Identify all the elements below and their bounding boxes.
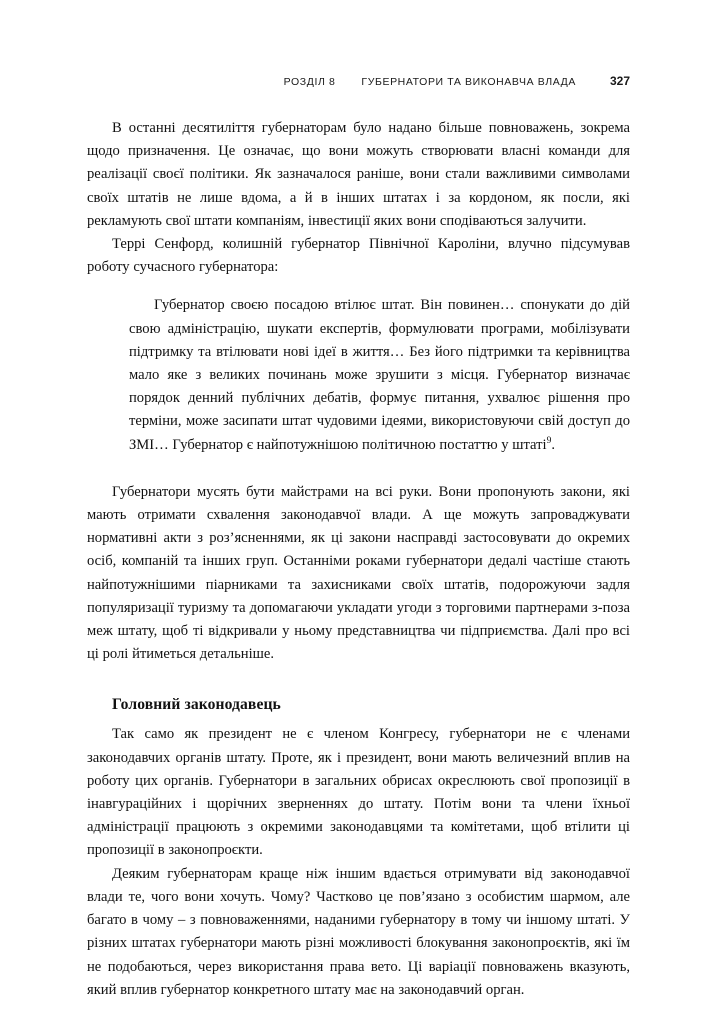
running-head-title: ГУБЕРНАТОРИ ТА ВИКОНАВЧА ВЛАДА (361, 76, 576, 88)
blockquote-text: Губернатор своєю посадою втілює штат. Він повинен… спонукати до дій свою адміністрацію, шукати експертів, формулювати програми, мобілізувати підтримку та втілювати нові ідеї в життя… Без його підтримки та керівництва мало яке з великих починань може зрушити з місця. Губернатор визначає порядок денний публічних дебатів, формує питання, ухвалює рішення про терміни, може засипати штат чудовими ідеями, використовуючи свій доступ до ЗМІ… Губернатор є найпотужнішою політичною постаттю у штаті (129, 297, 630, 453)
paragraph-5: Деяким губернаторам краще ніж іншим вдається отримувати від законодавчої влади те, чого вони хочуть. Чому? Частково це пов’язано з особистим шармом, але багато в чому – з повноваженнями, наданими губернатору в тому чи іншому штаті. У різних штатах губернатори мають різні можливості блокування законопроєктів, які їм не подобаються, через використання права вето. Ці варіації повноважень вказують, який вплив губернатор конкретного штату має на законодавчий орган. (87, 865, 630, 998)
paragraph-4: Так само як президент не є членом Конгресу, губернатори не є членами законодавчих органів штату. Проте, як і президент, вони мають величезний вплив на роботу цих органів. Губернатори в загальних обрисах окреслюють свої пропозиції в інавгураційних і щорічних зверненнях до штату. Потім вони та члени їхньої адміністрації працюють з окремими законодавцями та комітетами, щоб втілити ці пропозиції в законопроєкти. (87, 726, 630, 859)
running-head-chapter: РОЗДІЛ 8 (283, 76, 336, 88)
text-column (87, 117, 630, 1002)
spacer-before-heading (87, 666, 630, 694)
paragraph-1: В останні десятиліття губернаторам було надано більше повноважень, зокрема щодо призначення. Це означає, що вони можуть створювати власні команди для реалізації своєї політики. Як зазначалося раніше, вони стали важливими символами своїх штатів не лише вдома, а й в інших штатах і за кордоном, як посли, які рекламують свої штати компаніям, інвестиції яких вони сподіваються залучити. (87, 120, 630, 229)
paragraph-2: Террі Сенфорд, колишній губернатор Північної Кароліни, влучно підсумував роботу сучасного губернатора: (87, 236, 630, 276)
blockquote-sanford (87, 294, 630, 456)
page-number: 327 (609, 74, 630, 88)
section-heading: Головний законодавець (112, 696, 281, 714)
paragraph-3: Губернатори мусять бути майстрами на всі руки. Вони пропонують закони, які мають отримати схвалення законодавчої влади. А ще можуть запроваджувати нормативні акти з роз’ясненнями, як ці закони насправді застосовувати до окремих осіб, компаній та інших груп. Останніми роками губернатори дедалі частіше стають найпотужнішими піарниками та захисниками своїх штатів, подорожуючи задля популяризації туризму та допомагаючи укладати угоди з торговими партнерами з-поза меж штату, щоб ті відкривали у ньому представництва чи підприємства. Далі про всі ці ролі йтиметься детальніше. (87, 483, 630, 663)
spacer-after-blockquote (87, 457, 630, 481)
footnote-marker: 9 (546, 435, 552, 446)
running-head (87, 74, 630, 92)
spacer-after-heading (87, 716, 630, 723)
blockquote-terminator: . (551, 436, 555, 453)
